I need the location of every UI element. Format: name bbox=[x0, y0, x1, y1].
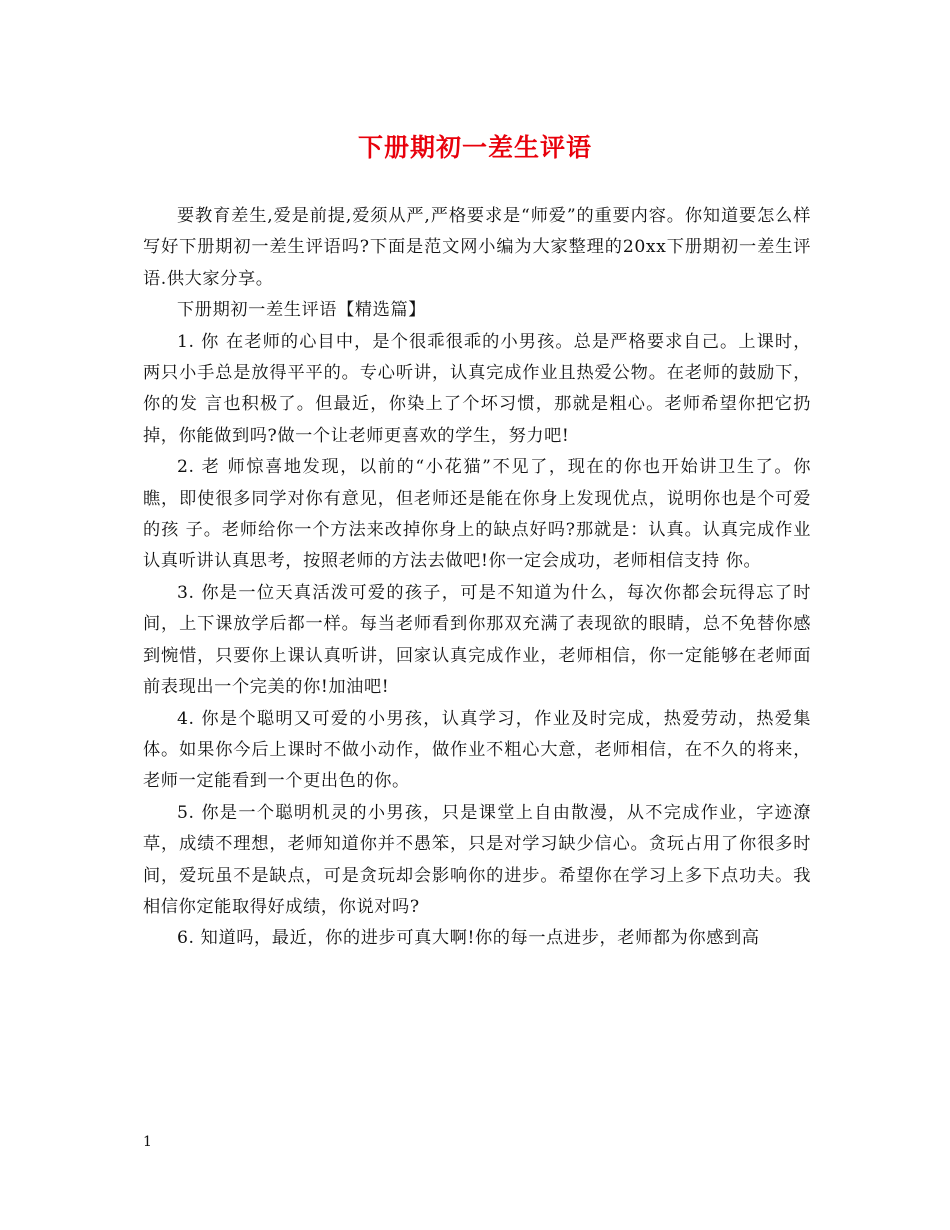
section-heading: 下册期初一差生评语【精选篇】 bbox=[177, 300, 427, 321]
comment-paragraph-2: 2. 老 师惊喜地发现，以前的“小花猫”不见了，现在的你也开始讲卫生了。你瞧，即使很多同学对你有意见，但老师还是能在你身上发现优点，说明你也是个可爱的孩 子。老师给你一个方法来改掉你身上的缺点好吗?那就是：认真。认真完成作业认真听讲认真思考，按照老师的方法去做吧!你一定会成功，老师相信支持 你。 bbox=[143, 457, 811, 572]
page-number: 1 bbox=[143, 1134, 152, 1150]
comment-paragraph-4: 4. 你是个聪明又可爱的小男孩，认真学习，作业及时完成，热爱劳动，热爱集体。如果你今后上课时不做小动作，做作业不粗心大意，老师相信，在不久的将来，老师一定能看到一个更出色的你。 bbox=[143, 708, 811, 792]
comment-paragraph-5: 5. 你是一个聪明机灵的小男孩，只是课堂上自由散漫，从不完成作业，字迹潦草，成绩不理想，老师知道你并不愚笨，只是对学习缺少信心。贪玩占用了你很多时间，爱玩虽不是缺点，可是贪玩却会影响你的进步。希望你在学习上多下点功夫。我相信你定能取得好成绩，你说对吗? bbox=[143, 802, 811, 917]
comment-paragraph-3: 3. 你是一位天真活泼可爱的孩子，可是不知道为什么，每次你都会玩得忘了时间，上下课放学后都一样。每当老师看到你那双充满了表现欲的眼睛，总不免替你感到惋惜，只要你上课认真听讲，回家认真完成作业，老师相信，你一定能够在老师面前表现出一个完美的你!加油吧! bbox=[143, 582, 811, 698]
document-body bbox=[143, 201, 811, 955]
intro-paragraph: 要教育差生,爱是前提,爱须从严,严格要求是“师爱”的重要内容。你知道要怎么样写好下册期初一差生评语吗?下面是范文网小编为大家整理的20xx下册期初一差生评语.供大家分享。 bbox=[143, 206, 811, 289]
comment-paragraph-6: 6. 知道吗，最近，你的进步可真大啊!你的每一点进步，老师都为你感到高 bbox=[177, 928, 760, 949]
comment-paragraph-1: 1. 你 在老师的心目中，是个很乖很乖的小男孩。总是严格要求自己。上课时，两只小手总是放得平平的。专心听讲，认真完成作业且热爱公物。在老师的鼓励下，你的发 言也积极了。但最近，你染上了个坏习惯，那就是粗心。老师希望你把它扔掉，你能做到吗?做一个让老师更喜欢的学生，努力吧! bbox=[143, 331, 811, 446]
document-title: 下册期初一差生评语 bbox=[357, 133, 592, 162]
